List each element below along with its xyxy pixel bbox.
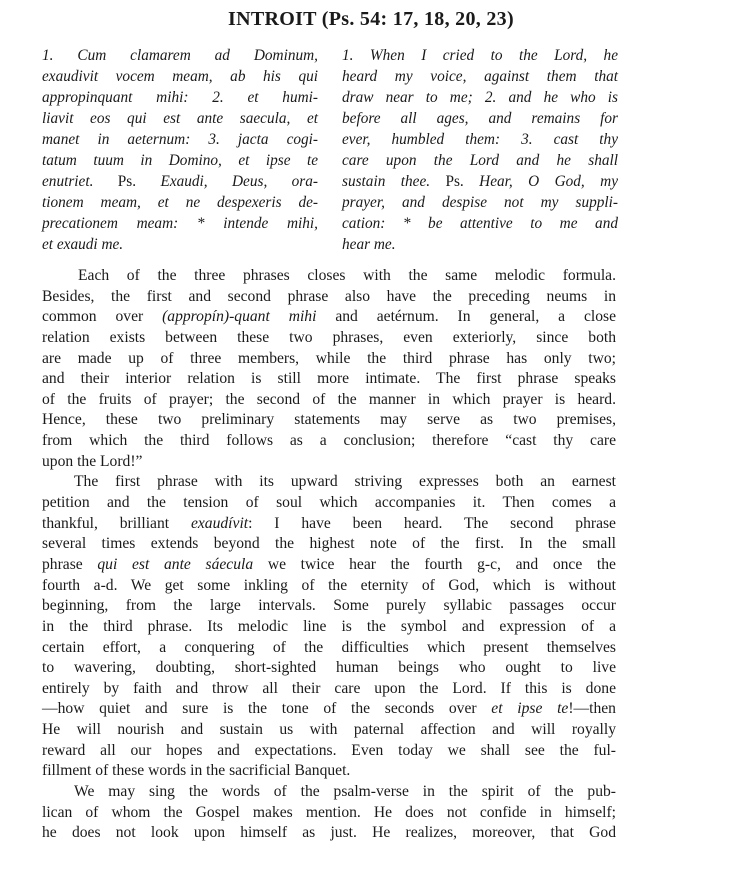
latin-line: enutriet. Ps. Exaudi, Deus, ora-	[42, 173, 319, 190]
english-line: sustain thee. Ps. Hear, O God, my	[342, 173, 618, 190]
body-line: lican of whom the Gospel makes mention. He does not confide in himself;	[42, 803, 616, 821]
body-line: Hence, these two preliminary statements may serve as two premises,	[42, 411, 616, 429]
english-line: ever, humbled them: 3. cast thy	[342, 131, 618, 148]
latin-line: tatum tuum in Domino, et ipse te	[42, 152, 318, 169]
body-line: phrase qui est ante sáecula we twice hear the fourth g-c, and once the	[42, 555, 616, 573]
english-translation-column	[342, 45, 618, 255]
body-line: of the fruits of prayer; the second of the manner in which prayer is heard.	[42, 390, 616, 408]
english-line: 1. When I cried to the Lord, he	[342, 47, 618, 64]
latin-line: tionem meam, et ne despexeris de-	[42, 194, 318, 211]
english-line: heard my voice, against them that	[342, 68, 618, 85]
body-line: common over (appropín)-quant mihi and aetérnum. In general, a close	[42, 308, 616, 326]
body-line: Each of the three phrases closes with the same melodic formula.	[78, 267, 616, 284]
body-line: several times extends beyond the highest note of the first. In the small	[42, 535, 616, 553]
commentary-body	[42, 266, 616, 844]
latin-line: exaudivit vocem meam, ab his qui	[42, 68, 318, 85]
body-line: certain effort, a conquering of the difficulties which present themselves	[42, 638, 616, 656]
english-line: hear me.	[342, 236, 396, 253]
body-line: upon the Lord!”	[42, 452, 143, 470]
latin-line: liavit eos qui est ante saecula, et	[42, 110, 318, 127]
body-line: fourth a-d. We get some inkling of the eternity of God, which is without	[42, 576, 616, 594]
english-line: draw near to me; 2. and he who is	[342, 89, 618, 106]
paragraph-1	[42, 266, 616, 472]
body-line: The first phrase with its upward striving expresses both an earnest	[74, 473, 616, 491]
english-line: cation: * be attentive to me and	[342, 215, 618, 232]
english-line: before all ages, and remains for	[342, 110, 618, 127]
body-line: —how quiet and sure is the tone of the seconds over et ipse te!—then	[42, 700, 616, 718]
body-line: thankful, brilliant exaudívit: I have been heard. The second phrase	[42, 514, 616, 532]
body-line: and their interior relation is still more intimate. The first phrase speaks	[42, 370, 616, 388]
body-line: He will nourish and sustain us with paternal affection and will royally	[42, 721, 616, 739]
body-line: from which the third follows as a conclusion; therefore “cast thy care	[42, 432, 616, 450]
latin-line: 1. Cum clamarem ad Dominum,	[42, 47, 318, 64]
latin-line: appropinquant mihi: 2. et humi-	[42, 89, 318, 106]
body-line: are made up of three members, while the third phrase has only two;	[42, 349, 616, 367]
body-line: relation exists between these two phrases, even exteriorly, since both	[42, 328, 616, 346]
latin-line: precationem meam: * intende mihi,	[42, 215, 318, 232]
english-line: prayer, and despise not my suppli-	[342, 194, 618, 211]
body-line: reward all our hopes and expectations. Even today we shall see the ful-	[42, 741, 616, 759]
body-line: petition and the tension of soul which accompanies it. Then comes a	[42, 494, 616, 512]
body-line: in the third phrase. Its melodic line is the symbol and expression of a	[42, 617, 616, 635]
page-title: INTROIT (Ps. 54: 17, 18, 20, 23)	[228, 8, 514, 30]
body-line: fillment of these words in the sacrificial Banquet.	[42, 762, 351, 780]
latin-line: et exaudi me.	[42, 236, 124, 253]
latin-text-column	[42, 45, 318, 255]
body-line: to wavering, doubting, short-sighted human beings who ought to live	[42, 659, 616, 677]
latin-line: manet in aeternum: 3. jacta cogi-	[42, 131, 318, 148]
body-line: Besides, the first and second phrase also have the preceding neums in	[42, 287, 616, 305]
english-line: care upon the Lord and he shall	[342, 152, 618, 169]
body-line: he does not look upon himself as just. He realizes, moreover, that God	[42, 824, 616, 842]
paragraph-2	[42, 472, 616, 782]
paragraph-3	[42, 782, 616, 844]
body-line: entirely by faith and throw all their care upon the Lord. If this is done	[42, 679, 616, 697]
body-line: beginning, from the large intervals. Some purely syllabic passages occur	[42, 597, 616, 615]
body-line: We may sing the words of the psalm-verse in the spirit of the pub-	[74, 783, 616, 801]
